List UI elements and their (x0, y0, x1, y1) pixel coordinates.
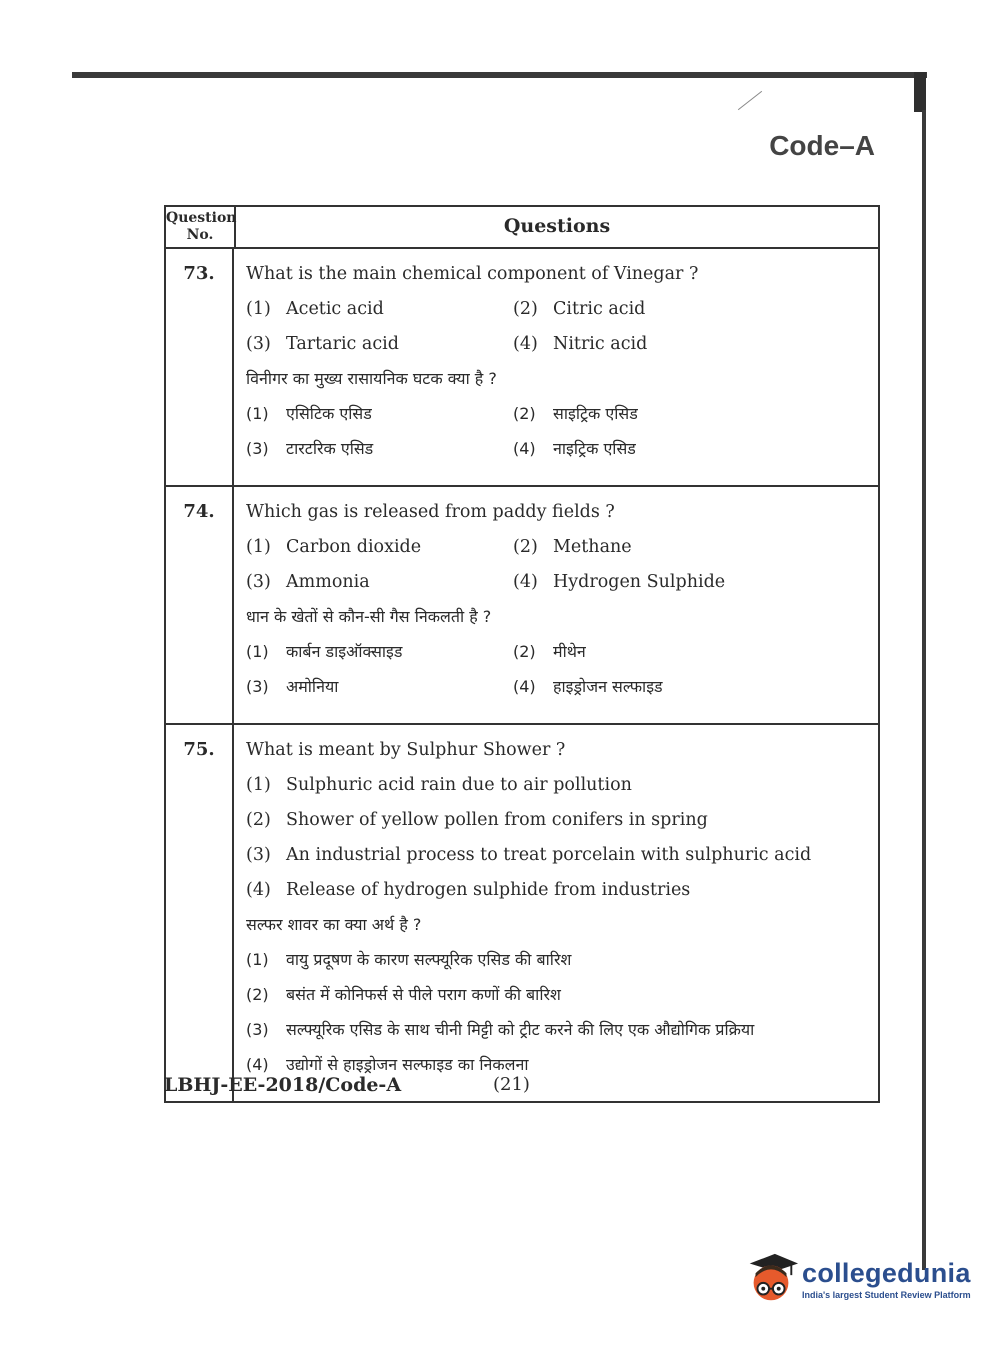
option: (1) Acetic acid (246, 299, 384, 319)
option: (3) अमोनिया (246, 677, 339, 696)
table-header (166, 207, 878, 249)
options-hi (246, 401, 878, 471)
question-number: 74. (166, 487, 234, 723)
question-text-hi: सल्फर शावर का क्या अर्थ है ? (246, 915, 422, 934)
option: (1) कार्बन डाइऑक्साइड (246, 642, 403, 661)
option: (2) बसंत में कोनिफर्स से पीले पराग कणों की बारिश (246, 985, 561, 1004)
option: (2) Shower of yellow pollen from conifers in spring (246, 810, 708, 830)
question-text-hi: विनीगर का मुख्य रासायनिक घटक क्या है ? (246, 369, 497, 388)
question-text-en: Which gas is released from paddy fields ? (246, 502, 615, 522)
options-hi (246, 639, 878, 709)
option: (3) Ammonia (246, 572, 370, 592)
question-number: 75. (166, 725, 234, 1101)
top-border (72, 72, 927, 78)
question-body (234, 249, 878, 485)
option: (2) Methane (513, 537, 632, 557)
option: (3) An industrial process to treat porcelain with sulphuric acid (246, 845, 812, 865)
question-text-en: What is meant by Sulphur Shower ? (246, 740, 566, 760)
question-body (234, 487, 878, 723)
collegedunia-logo[interactable] (742, 1250, 971, 1308)
paper-code: Code–A (769, 130, 875, 161)
right-border (922, 110, 926, 1270)
option: (2) मीथेन (513, 642, 586, 661)
option: (3) टारटरिक एसिड (246, 439, 374, 458)
brand-tagline: India's largest Student Review Platform (802, 1290, 971, 1300)
option: (4) Release of hydrogen sulphide from industries (246, 880, 691, 900)
options-en (246, 534, 878, 604)
option: (4) नाइट्रिक एसिड (513, 439, 636, 458)
option: (1) वायु प्रदूषण के कारण सल्फ्यूरिक एसिड की बारिश (246, 950, 572, 969)
option: (4) उद्योगों से हाइड्रोजन सल्फाइड का निकलना (246, 1055, 529, 1074)
option: (1) Sulphuric acid rain due to air pollution (246, 775, 632, 795)
option: (1) एसिटिक एसिड (246, 404, 372, 423)
pen-mark (738, 91, 762, 110)
question-row (166, 249, 878, 487)
option: (1) Carbon dioxide (246, 537, 422, 557)
option: (3) सल्फ्यूरिक एसिड के साथ चीनी मिट्टी को ट्रीट करने की लिए एक औद्योगिक प्रक्रिया (246, 1020, 755, 1039)
option: (2) Citric acid (513, 299, 646, 319)
page-number: (21) (493, 1074, 530, 1095)
question-body (234, 725, 878, 1101)
col-question-no: Question No. (166, 207, 236, 247)
mascot-icon (742, 1250, 800, 1308)
brand-name: collegedunia (802, 1258, 971, 1288)
option: (2) साइट्रिक एसिड (513, 404, 638, 423)
option: (4) Hydrogen Sulphide (513, 572, 726, 592)
question-number: 73. (166, 249, 234, 485)
question-table (164, 205, 880, 1103)
question-row (166, 487, 878, 725)
option: (4) हाइड्रोजन सल्फाइड (513, 677, 663, 696)
question-text-hi: धान के खेतों से कौन-सी गैस निकलती है ? (246, 607, 492, 626)
option: (4) Nitric acid (513, 334, 648, 354)
footer-code: LBHJ-EE-2018/Code-A (164, 1074, 402, 1096)
options-en (246, 296, 878, 366)
right-border-top (914, 72, 926, 112)
col-questions: Questions (503, 215, 611, 237)
question-row (166, 725, 878, 1101)
question-text-en: What is the main chemical component of Vinegar ? (246, 264, 699, 284)
option: (3) Tartaric acid (246, 334, 399, 354)
